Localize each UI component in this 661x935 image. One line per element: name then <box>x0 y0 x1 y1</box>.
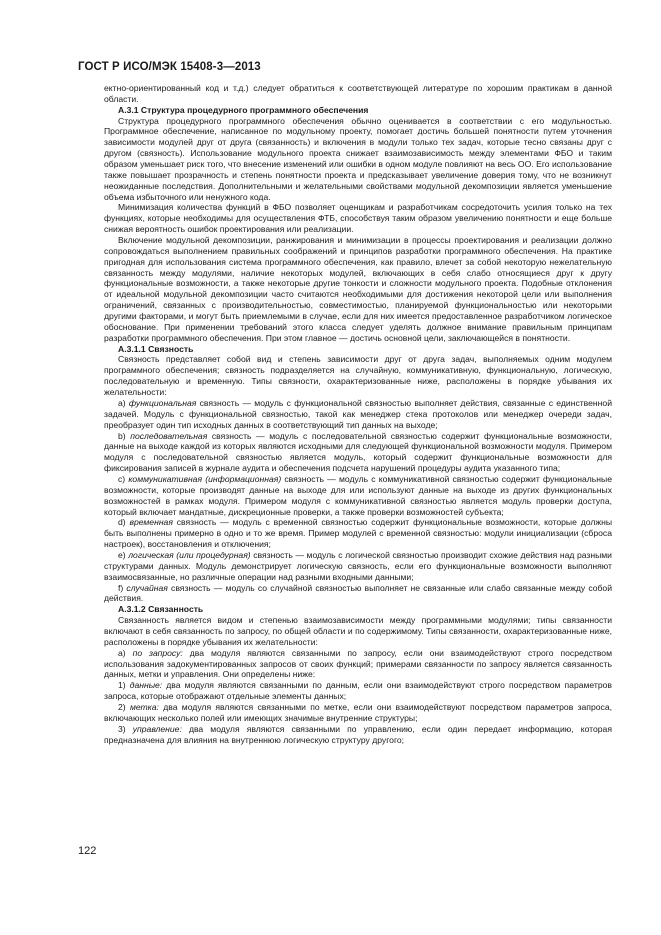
term: метка: <box>129 701 159 712</box>
list-item-b: b) последовательная связность — модуль с последовательной связностью содержит функциональные возможности, данные на выходе каждой из которых являются исходными для следующей функциональной возможности модуля. Примером модуля с последовательной связностью является модуль, который содержит функциональные возможности для фиксирования записей в журнале аудита и обеспечения подсчета нарушений процедуры аудита указанного типа; <box>104 430 612 474</box>
paragraph-continued: ектно-ориентированный код и т.д.) следует обратиться к соответствующей литературе по хорошим практикам в данной области. <box>104 83 612 104</box>
term: коммуникативная (информационная) <box>128 473 282 484</box>
list-item-data: 1) данные: два модуля являются связанными по данным, если они взаимодействуют строго посредством параметров запроса, которые отображают отдельные элементы данных; <box>104 680 612 702</box>
section-heading-a31: А.3.1 Структура процедурного программного обеспечения <box>118 104 369 115</box>
document-header: ГОСТ Р ИСО/МЭК 15408-3—2013 <box>78 61 261 73</box>
list-item-e: е) логическая (или процедурная) связность — модуль с логической связностью производит схожие действия над разными структурами данных. Модуль демонстрирует логическую связность, если его функциональные возможности выполняют взаимосвязанные, но различные операции над разными входными данными; <box>104 549 612 582</box>
paragraph: Связанность является видом и степенью взаимозависимости между программными модулями; типы связанности включают в себя связанность по запросу, по общей области и по содержимому. Типы связанности, охарактеризованные ниже, расположены в порядке убывания их желательности: <box>104 615 612 647</box>
paragraph: Включение модульной декомпозиции, ранжирования и минимизации в процессы проектирования и реализации должно сопровождаться выполнением правильных соображений и принципов разработки программного обеспечения. На практике пригодная для использования система программного обеспечения, как правило, влечет за собой некоторую нежелательную связанность между модулями, наличие некоторых модулей, включающих в себя слабо относящиеся друг к другу функциональные возможности, а также некоторые другие тонкости и сложности модульного проекта. Подобные отклонения от идеальной модульной декомпозиции часто считаются необходимыми для достижения некоторой цели или выполнения ограничений, связанных с производительностью, совместимостью, планируемой функциональностью или некоторыми другими факторами, и могут быть приемлемыми в случае, если для них имеется предоставленное разработчиком логическое обоснование. При применении требований этого класса следует уделять должное внимание правильным принципам разработки программного обеспечения. При этом главное — достичь основной цели, заключающейся в понятности. <box>104 235 612 343</box>
page-body <box>104 83 612 745</box>
section-heading-a312: А.3.1.2 Связанность <box>118 604 204 615</box>
list-item-c: с) коммуникативная (информационная) связность — модуль с коммуникативной связностью содержит функциональные возможности, которые производят данные на выходе для или используют данные на выходе из других функциональных возможностей в рамках модуля. Примером модуля с коммуникативной связностью является модуль проверки доступа, который включает мандатные, дискреционные проверки, а также проверки возможностей субъекта; <box>104 473 612 517</box>
list-item-call: а) по запросу: два модуля являются связанными по запросу, если они взаимодействуют строго посредством использования задокументированных запросов от своих функций; примерами связанности по запросу является связанность данных, метки и управления. Они определены ниже: <box>104 647 612 680</box>
term: последовательная <box>130 430 208 441</box>
term: функциональная <box>128 397 197 408</box>
page-number: 122 <box>78 845 97 857</box>
term: логическая (или процедурная) <box>128 549 251 560</box>
paragraph: Структура процедурного программного обеспечения обычно оценивается в соответствии с его модульностью. Программное обеспечение, написанное по модульному проекту, помогает достичь большей понятности путем уточнения зависимости модулей друг от друга (связанность) и включения в модули только тех задач, которые тесно связаны друг с другом (связность). Использование модульного проекта снижает взаимозависимость между элементами ФБО и таким образом уменьшает риск того, что внесение изменений или ошибки в одном модуле повлияют на весь ОО. Его использование также повышает прозрачность и степень понятности проекта и предсказывает увеличение доверия тому, что не возникнут неожиданные последствия. Дополнительными и желательными свойствами модульной декомпозиции является уменьшение объема избыточного или ненужного кода. <box>104 115 612 202</box>
list-item-d: d) временная связность — модуль с временной связностью содержит функциональные возможности, которые должны быть выполнены примерно в одно и то же время. Пример модулей с временной связностью: модули инициализации (сброса настроек), восстановления и отключения; <box>104 517 613 550</box>
term: данные: <box>129 680 163 691</box>
term: управление: <box>132 723 182 734</box>
term: случайная <box>126 582 168 593</box>
section-heading-a311: А.3.1.1 Связность <box>118 343 194 354</box>
list-item-f: f) случайная связность — модуль со случайной связностью выполняет не связанные или слабо связанные между собой действия. <box>104 582 612 604</box>
list-item-control: 3) управление: два модуля являются связанными по управлению, если один передает информацию, которая предназначена для влияния на внутреннюю логическую структуру другого; <box>104 723 612 745</box>
term: по запросу: <box>132 647 183 658</box>
term: временная <box>129 517 173 528</box>
paragraph: Минимизация количества функций в ФБО позволяет оценщикам и разработчикам сосредоточить усилия только на тех функциях, которые необходимы для осуществления ФТБ, способствуя таким образом увеличению понятности и еще больше снижая вероятность ошибок проектирования или реализации. <box>104 202 612 235</box>
list-item-a: а) функциональная связность — модуль с функциональной связностью выполняет действия, связанные с единственной задачей. Модуль с функциональной связностью, такой как менеджер стека протоколов или менеджер очереди задач, преобразует один тип исходных данных в соответствующий тип данных на выходе; <box>104 397 613 430</box>
paragraph: Связность представляет собой вид и степень зависимости друг от друга задач, выполняемых одним модулем программного обеспечения; связность подразделяется на случайную, коммуникативную, функциональную, логическую, последовательную и временную. Типы связности, охарактеризованные ниже, расположены в порядке убывания их желательности: <box>104 354 612 398</box>
list-item-stamp: 2) метка: два модуля являются связанными по метке, если они взаимодействуют посредством параметров запроса, включающих несколько полей или имеющих значимые внутренние структуры; <box>104 701 612 723</box>
